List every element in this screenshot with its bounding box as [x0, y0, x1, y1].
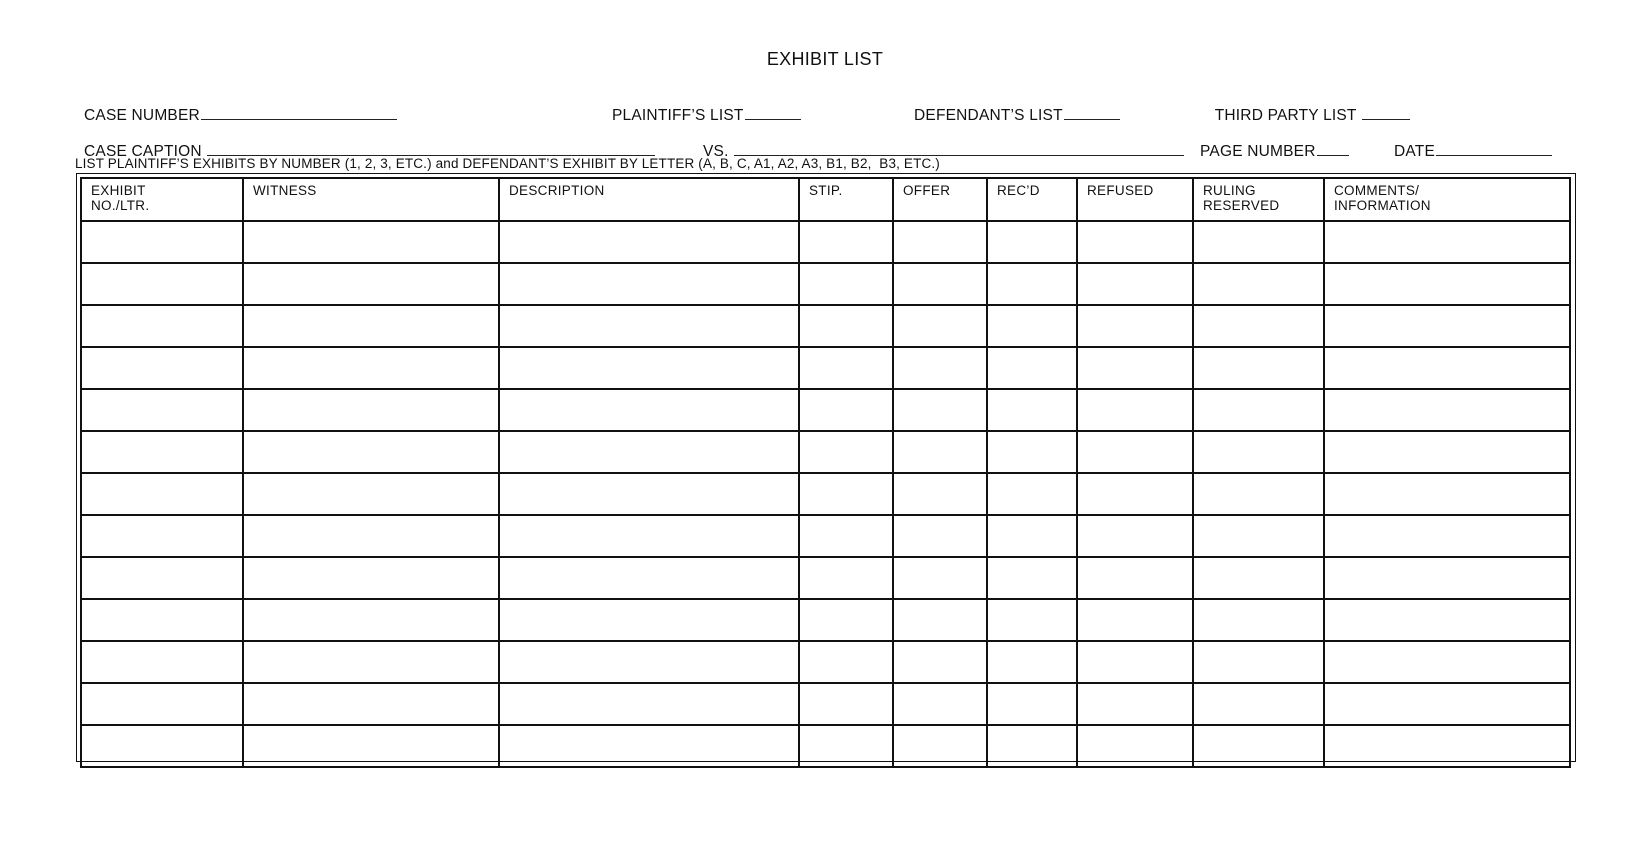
- column-header-exhibit-no: [81, 178, 243, 221]
- cell-refused[interactable]: [1077, 389, 1193, 431]
- cell-exhibit-no[interactable]: [81, 683, 243, 725]
- table-row: [81, 725, 1570, 767]
- cell-comments[interactable]: [1324, 263, 1570, 305]
- cell-witness[interactable]: [243, 305, 499, 347]
- cell-offer[interactable]: [893, 347, 987, 389]
- cell-offer[interactable]: [893, 305, 987, 347]
- date-label: DATE: [1394, 143, 1436, 160]
- cell-exhibit-no[interactable]: [81, 305, 243, 347]
- cell-description[interactable]: [499, 515, 799, 557]
- cell-ruling-reserved[interactable]: [1193, 263, 1324, 305]
- table-row: [81, 557, 1570, 599]
- cell-stip[interactable]: [799, 263, 893, 305]
- column-header-line1: REFUSED: [1087, 183, 1154, 198]
- cell-ruling-reserved[interactable]: [1193, 515, 1324, 557]
- cell-recd[interactable]: [987, 725, 1077, 767]
- cell-stip[interactable]: [799, 305, 893, 347]
- cell-offer[interactable]: [893, 641, 987, 683]
- cell-witness[interactable]: [243, 725, 499, 767]
- cell-witness[interactable]: [243, 473, 499, 515]
- cell-description[interactable]: [499, 473, 799, 515]
- column-header-line1: RULING: [1203, 183, 1256, 198]
- document-title: EXHIBIT LIST: [766, 49, 884, 69]
- cell-witness[interactable]: [243, 557, 499, 599]
- cell-comments[interactable]: [1324, 683, 1570, 725]
- table-row: [81, 305, 1570, 347]
- cell-comments[interactable]: [1324, 305, 1570, 347]
- cell-stip[interactable]: [799, 725, 893, 767]
- page-number-label: PAGE NUMBER: [1200, 143, 1316, 160]
- date-blank[interactable]: [1436, 142, 1552, 156]
- cell-refused[interactable]: [1077, 641, 1193, 683]
- table-header-row: [81, 178, 1570, 221]
- plaintiffs-list-blank[interactable]: [745, 106, 801, 120]
- column-header-line1: DESCRIPTION: [509, 183, 605, 198]
- cell-refused[interactable]: [1077, 305, 1193, 347]
- cell-recd[interactable]: [987, 683, 1077, 725]
- column-header-line1: EXHIBIT: [91, 183, 146, 198]
- cell-recd[interactable]: [987, 599, 1077, 641]
- column-header-line2: INFORMATION: [1334, 197, 1431, 213]
- cell-witness[interactable]: [243, 221, 499, 263]
- cell-comments[interactable]: [1324, 557, 1570, 599]
- cell-exhibit-no[interactable]: [81, 389, 243, 431]
- cell-ruling-reserved[interactable]: [1193, 431, 1324, 473]
- column-header-description: [499, 178, 799, 221]
- cell-recd[interactable]: [987, 641, 1077, 683]
- cell-stip[interactable]: [799, 515, 893, 557]
- exhibit-table: [80, 177, 1571, 768]
- cell-exhibit-no[interactable]: [81, 599, 243, 641]
- table-row: [81, 599, 1570, 641]
- cell-ruling-reserved[interactable]: [1193, 473, 1324, 515]
- cell-comments[interactable]: [1324, 599, 1570, 641]
- third-party-list-blank[interactable]: [1362, 106, 1410, 120]
- cell-description[interactable]: [499, 683, 799, 725]
- cell-offer[interactable]: [893, 221, 987, 263]
- cell-stip[interactable]: [799, 473, 893, 515]
- plaintiffs-list-field: [603, 88, 801, 125]
- cell-comments[interactable]: [1324, 389, 1570, 431]
- cell-exhibit-no[interactable]: [81, 221, 243, 263]
- table-row: [81, 263, 1570, 305]
- third-party-list-field: [1206, 88, 1410, 125]
- case-number-field: [75, 88, 397, 125]
- table-row: [81, 431, 1570, 473]
- vs-party-blank[interactable]: [734, 142, 1184, 156]
- table-row: [81, 221, 1570, 263]
- cell-witness[interactable]: [243, 599, 499, 641]
- column-header-line2: RESERVED: [1203, 197, 1280, 213]
- case-caption-blank[interactable]: [207, 142, 655, 156]
- plaintiffs-list-label: PLAINTIFF’S LIST: [612, 107, 744, 124]
- cell-description[interactable]: [499, 641, 799, 683]
- cell-refused[interactable]: [1077, 263, 1193, 305]
- column-header-ruling-reserved: [1193, 178, 1324, 221]
- cell-ruling-reserved[interactable]: [1193, 305, 1324, 347]
- table-row: [81, 389, 1570, 431]
- cell-stip[interactable]: [799, 347, 893, 389]
- cell-offer[interactable]: [893, 431, 987, 473]
- cell-comments[interactable]: [1324, 725, 1570, 767]
- defendants-list-field: [905, 88, 1120, 125]
- cell-ruling-reserved[interactable]: [1193, 683, 1324, 725]
- column-header-line1: STIP.: [809, 183, 843, 198]
- cell-comments[interactable]: [1324, 641, 1570, 683]
- column-header-line2: NO./LTR.: [91, 197, 150, 213]
- cell-offer[interactable]: [893, 725, 987, 767]
- cell-offer[interactable]: [893, 557, 987, 599]
- cell-refused[interactable]: [1077, 221, 1193, 263]
- column-header-refused: [1077, 178, 1193, 221]
- cell-refused[interactable]: [1077, 347, 1193, 389]
- vs-label: VS.: [703, 143, 729, 160]
- cell-description[interactable]: [499, 557, 799, 599]
- page-number-blank[interactable]: [1317, 142, 1349, 156]
- cell-offer[interactable]: [893, 263, 987, 305]
- column-header-line1: COMMENTS/: [1334, 183, 1420, 198]
- column-header-comments: [1324, 178, 1570, 221]
- cell-comments[interactable]: [1324, 221, 1570, 263]
- cell-recd[interactable]: [987, 263, 1077, 305]
- cell-description[interactable]: [499, 725, 799, 767]
- table-row: [81, 683, 1570, 725]
- cell-exhibit-no[interactable]: [81, 515, 243, 557]
- column-header-stip: [799, 178, 893, 221]
- cell-comments[interactable]: [1324, 347, 1570, 389]
- cell-refused[interactable]: [1077, 557, 1193, 599]
- third-party-list-label: THIRD PARTY LIST: [1214, 107, 1357, 124]
- table-row: [81, 515, 1570, 557]
- cell-stip[interactable]: [799, 641, 893, 683]
- cell-offer[interactable]: [893, 389, 987, 431]
- cell-recd[interactable]: [987, 431, 1077, 473]
- cell-exhibit-no[interactable]: [81, 473, 243, 515]
- case-number-label: CASE NUMBER: [84, 107, 200, 124]
- cell-stip[interactable]: [799, 683, 893, 725]
- cell-comments[interactable]: [1324, 515, 1570, 557]
- table-row: [81, 473, 1570, 515]
- defendants-list-blank[interactable]: [1064, 106, 1120, 120]
- table-row: [81, 347, 1570, 389]
- case-number-blank[interactable]: [201, 106, 397, 120]
- cell-recd[interactable]: [987, 347, 1077, 389]
- cell-description[interactable]: [499, 263, 799, 305]
- cell-offer[interactable]: [893, 683, 987, 725]
- cell-recd[interactable]: [987, 473, 1077, 515]
- cell-description[interactable]: [499, 347, 799, 389]
- cell-refused[interactable]: [1077, 599, 1193, 641]
- cell-refused[interactable]: [1077, 431, 1193, 473]
- cell-ruling-reserved[interactable]: [1193, 557, 1324, 599]
- case-caption-label: CASE CAPTION: [84, 143, 202, 160]
- cell-exhibit-no[interactable]: [81, 263, 243, 305]
- cell-offer[interactable]: [893, 599, 987, 641]
- column-header-recd: [987, 178, 1077, 221]
- cell-description[interactable]: [499, 389, 799, 431]
- column-header-line1: OFFER: [903, 183, 951, 198]
- page-number-field: [1191, 124, 1349, 161]
- cell-ruling-reserved[interactable]: [1193, 389, 1324, 431]
- instruction-text: LIST PLAINTIFF’S EXHIBITS BY NUMBER (1, 2, 3, ETC.) and DEFENDANT’S EXHIBIT BY LETTER (A, B, C, A1, A2, A3, B1, B2, B3, ETC.): [75, 156, 940, 171]
- cell-refused[interactable]: [1077, 683, 1193, 725]
- cell-description[interactable]: [499, 305, 799, 347]
- cell-recd[interactable]: [987, 557, 1077, 599]
- cell-stip[interactable]: [799, 221, 893, 263]
- cell-ruling-reserved[interactable]: [1193, 599, 1324, 641]
- cell-description[interactable]: [499, 599, 799, 641]
- cell-refused[interactable]: [1077, 515, 1193, 557]
- cell-witness[interactable]: [243, 431, 499, 473]
- cell-witness[interactable]: [243, 683, 499, 725]
- cell-comments[interactable]: [1324, 473, 1570, 515]
- cell-ruling-reserved[interactable]: [1193, 221, 1324, 263]
- cell-recd[interactable]: [987, 515, 1077, 557]
- cell-description[interactable]: [499, 431, 799, 473]
- column-header-offer: [893, 178, 987, 221]
- cell-offer[interactable]: [893, 473, 987, 515]
- cell-exhibit-no[interactable]: [81, 641, 243, 683]
- cell-refused[interactable]: [1077, 473, 1193, 515]
- cell-recd[interactable]: [987, 389, 1077, 431]
- cell-exhibit-no[interactable]: [81, 347, 243, 389]
- cell-exhibit-no[interactable]: [81, 557, 243, 599]
- defendants-list-label: DEFENDANT’S LIST: [914, 107, 1063, 124]
- cell-offer[interactable]: [893, 515, 987, 557]
- column-header-line1: WITNESS: [253, 183, 317, 198]
- cell-stip[interactable]: [799, 431, 893, 473]
- cell-stip[interactable]: [799, 599, 893, 641]
- cell-ruling-reserved[interactable]: [1193, 347, 1324, 389]
- cell-witness[interactable]: [243, 515, 499, 557]
- column-header-witness: [243, 178, 499, 221]
- cell-recd[interactable]: [987, 305, 1077, 347]
- cell-description[interactable]: [499, 221, 799, 263]
- cell-witness[interactable]: [243, 641, 499, 683]
- cell-ruling-reserved[interactable]: [1193, 641, 1324, 683]
- cell-exhibit-no[interactable]: [81, 725, 243, 767]
- date-field: [1385, 124, 1552, 161]
- cell-stip[interactable]: [799, 557, 893, 599]
- cell-recd[interactable]: [987, 221, 1077, 263]
- cell-witness[interactable]: [243, 347, 499, 389]
- cell-witness[interactable]: [243, 263, 499, 305]
- cell-ruling-reserved[interactable]: [1193, 725, 1324, 767]
- cell-stip[interactable]: [799, 389, 893, 431]
- cell-witness[interactable]: [243, 389, 499, 431]
- cell-comments[interactable]: [1324, 431, 1570, 473]
- cell-exhibit-no[interactable]: [81, 431, 243, 473]
- cell-refused[interactable]: [1077, 725, 1193, 767]
- column-header-line1: REC’D: [997, 183, 1040, 198]
- table-row: [81, 641, 1570, 683]
